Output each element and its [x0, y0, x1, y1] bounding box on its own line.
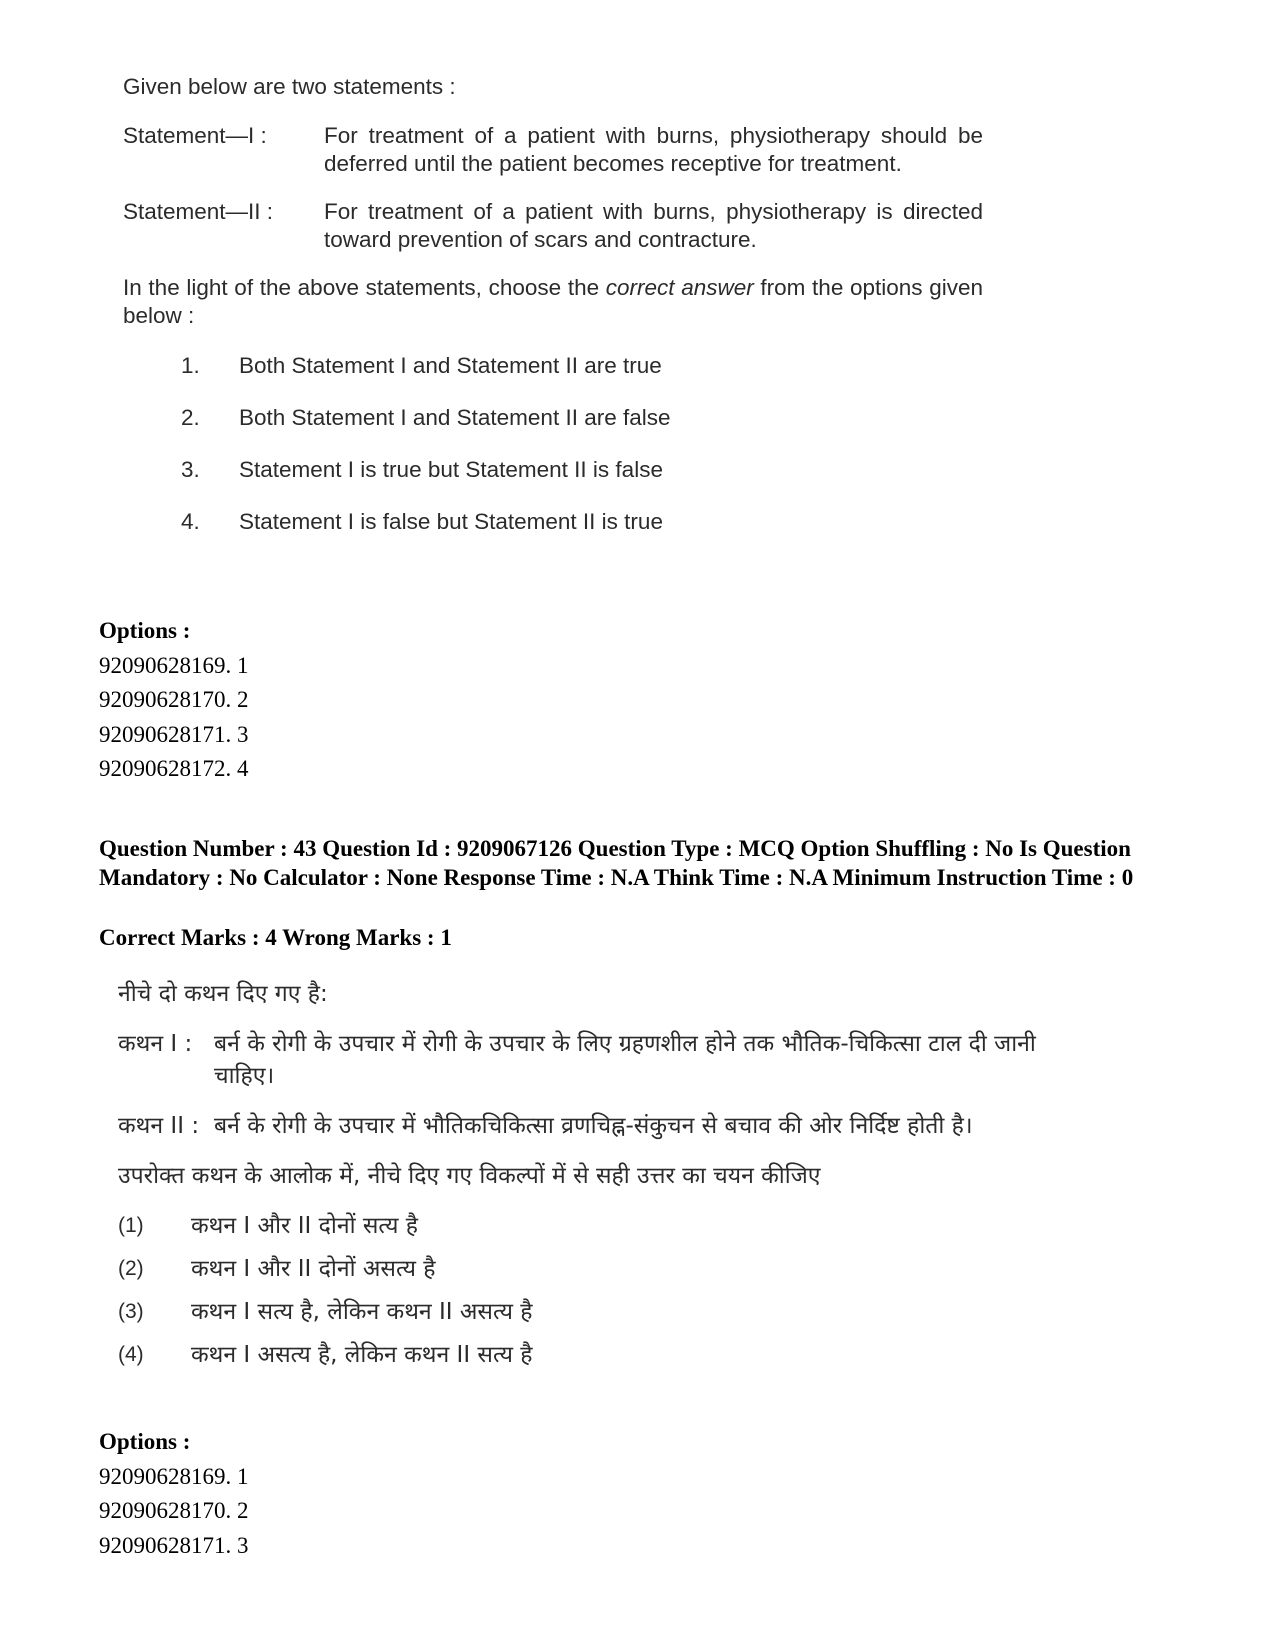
options-list-q43: [99, 1425, 249, 1563]
option-id-row: 92090628169. 1: [99, 652, 249, 678]
statement-1: [118, 1028, 1118, 1092]
prompt-text-end: from the options given below :: [123, 275, 984, 328]
statement-1: [123, 122, 983, 178]
prompt-text-start: In the light of the above statements, choose the: [123, 275, 606, 300]
statement-2: [123, 198, 983, 254]
choice-number: 3.: [181, 457, 200, 482]
choice-number: (1): [118, 1214, 144, 1237]
options-list-q42: [99, 614, 249, 787]
question-43-marks: Correct Marks : 4 Wrong Marks : 1: [99, 925, 452, 950]
prompt-emphasis: correct answer: [605, 275, 754, 300]
statement-text: बर्न के रोगी के उपचार में रोगी के उपचार के लिए ग्रहणशील होने तक भौतिक-चिकित्सा टाल दी जानी चाहिए।: [214, 1031, 1036, 1089]
choice-item: [118, 1339, 1118, 1382]
statement-label: Statement—II :: [123, 199, 274, 224]
choice-text: कथन I और II दोनों असत्य है: [191, 1256, 436, 1282]
option-id-row: 92090628170. 2: [99, 1498, 249, 1523]
choice-number: (2): [118, 1257, 144, 1280]
choice-number: (3): [118, 1300, 144, 1323]
choice-text: Both Statement I and Statement II are false: [239, 405, 671, 430]
statement-label: Statement—I :: [123, 123, 267, 148]
choice-text: Statement I is false but Statement II is true: [239, 509, 663, 534]
choice-number: 1.: [181, 353, 200, 378]
statement-label: कथन I :: [118, 1031, 193, 1057]
choice-item: [118, 1253, 1118, 1296]
choice-item: [118, 1210, 1118, 1253]
choice-text: कथन I असत्य है, लेकिन कथन II सत्य है: [191, 1342, 533, 1368]
choice-text: कथन I और II दोनों सत्य है: [191, 1213, 418, 1239]
options-heading: Options :: [99, 618, 191, 643]
option-id-row: 92090628169. 1: [99, 1463, 249, 1489]
choice-item: [123, 456, 983, 508]
statement-text: For treatment of a patient with burns, physiotherapy is directed toward prevention of scars and contracture.: [324, 199, 983, 252]
choice-number: 4.: [181, 509, 200, 534]
choice-item: [123, 508, 983, 560]
choice-text: Both Statement I and Statement II are true: [239, 353, 662, 378]
option-id-row: 92090628170. 2: [99, 687, 249, 712]
question-43-meta: Question Number : 43 Question Id : 9209067126 Question Type : MCQ Option Shuffling : No Is Question Mandatory : No Calculator : None Response Time : N.A Think Time : N.A Minimum Instruction Time : 0: [99, 836, 1134, 890]
question-prompt: [123, 274, 983, 330]
statement-text: For treatment of a patient with burns, physiotherapy should be deferred until the patient becomes receptive for treatment.: [324, 123, 983, 176]
choice-number: (4): [118, 1343, 144, 1366]
question-43-body: [118, 978, 1118, 1382]
option-id-row: 92090628171. 3: [99, 1532, 249, 1558]
option-id-row: 92090628171. 3: [99, 721, 249, 747]
choice-text: कथन I सत्य है, लेकिन कथन II असत्य है: [191, 1299, 533, 1325]
choice-item: [123, 352, 983, 404]
choice-number: 2.: [181, 405, 200, 430]
choice-list: [123, 352, 983, 560]
choice-item: [123, 404, 983, 456]
question-intro: Given below are two statements :: [123, 74, 456, 99]
statement-label: कथन II :: [118, 1113, 200, 1139]
statement-2: [118, 1110, 1118, 1142]
option-id-row: 92090628172. 4: [99, 756, 249, 781]
question-intro: नीचे दो कथन दिए गए है:: [118, 981, 328, 1007]
statement-text: बर्न के रोगी के उपचार में भौतिकचिकित्सा व्रणचिह्न-संकुचन से बचाव की ओर निर्दिष्ट होती है।: [214, 1113, 973, 1139]
choice-item: [118, 1296, 1118, 1339]
question-prompt: उपरोक्त कथन के आलोक में, नीचे दिए गए विकल्पों में से सही उत्तर का चयन कीजिए: [118, 1163, 821, 1189]
choice-list: [118, 1210, 1118, 1382]
choice-text: Statement I is true but Statement II is false: [239, 457, 663, 482]
options-heading: Options :: [99, 1429, 191, 1454]
question-42-body: [123, 72, 983, 560]
